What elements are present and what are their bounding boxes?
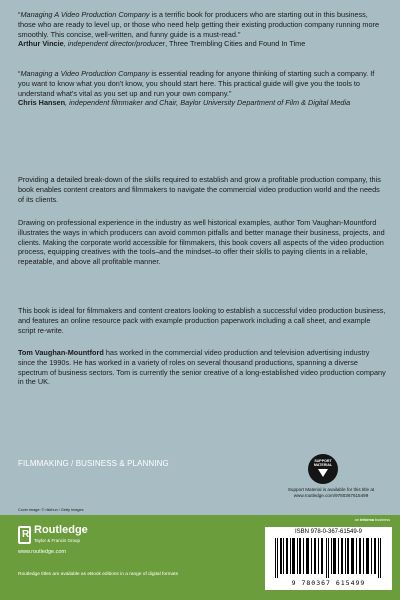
quote-2-body: is essential reading for anyone thinking of starting such a company. If you want to know what you don't know, you should start here. This practical guide will give you the tools to understand what's vital as you set up and run your own company. xyxy=(18,69,375,98)
quote-1-body: is a terrific book for producers who are starting out in this business, those who are ready to level up, or those who need help getting their existing production company running more smoothly. This concise, well-written, and funny guide is a must-read. xyxy=(18,10,380,39)
barcode-number: 9 780367 615499 xyxy=(291,579,366,587)
quote-2-author: Chris Hansen xyxy=(18,98,66,108)
author-bio-text: has worked in the commercial video production and television advertising industry since the 1990s. He has worked in a variety of roles on several thousand productions, spanning a diverse spectrum of business sectors. Tom is currently the senior creative of a long-established video production company in the UK. xyxy=(18,348,386,387)
isbn-label: ISBN 978-0-367-61549-9 xyxy=(294,529,363,535)
quote-2-text: “Managing a Video Production Company is essential reading for anyone thinking of starting such a company. If you want to know what you don't know, you should start here. This practical guide will give you the tools to understand what's vital as you set up and run your own company.” xyxy=(18,69,375,98)
routledge-logo-icon: R xyxy=(18,526,31,544)
review-quote-1 xyxy=(18,10,386,49)
quote-1-attribution: Arthur Vincie, independent director/producer, Three Trembling Cities and Found In Time xyxy=(18,39,306,49)
quote-2-role: , independent filmmaker and Chair, Baylor University Department of Film & Digital Media xyxy=(65,98,351,108)
quote-1-text: “Managing A Video Production Company is a terrific book for producers who are starting out in this business, those who are ready to level up, or those who need help getting their existing production company running more smoothly. This concise, well-written, and funny guide is a must-read.” xyxy=(18,10,380,39)
quote-1-title: Managing A Video Production Company xyxy=(20,10,150,19)
download-arrow-icon xyxy=(318,469,328,477)
ebook-note: Routledge titles are available as eBook editions in a range of digital formats xyxy=(18,572,178,577)
publisher-url[interactable]: www.routledge.com xyxy=(18,549,66,555)
blurb-paragraph-3: This book is ideal for filmmakers and content creators looking to establish a successful video production business, and features an online resource pack with example production paperwork including a call sheet, and example script re-write. xyxy=(18,306,386,335)
quote-1-work: , Three Trembling Cities xyxy=(165,39,243,49)
quote-2-title: Managing a Video Production Company xyxy=(20,69,150,78)
blurb-paragraph-1: Providing a detailed break-down of the skills required to establish and grow a profitable production company, this book enables content creators and filmmakers to navigate the commercial video production world and the needs of its clients. xyxy=(18,175,381,204)
author-bio xyxy=(18,348,386,387)
quote-2-attribution xyxy=(18,98,386,108)
support-material-note: Support Material is available for this title at www.routledge.com/9780367615499 xyxy=(287,487,375,498)
author-name: Tom Vaughan-Mountford xyxy=(18,348,104,357)
quote-1-author: Arthur Vincie xyxy=(18,39,64,49)
publisher-name: Routledge xyxy=(34,524,88,536)
quote-1-work2: Found In Time xyxy=(258,39,306,49)
quote-1-role: , independent director/producer xyxy=(63,39,166,49)
review-quote-2 xyxy=(18,69,386,108)
subject-categories: FILMMAKING / BUSINESS & PLANNING xyxy=(18,459,169,468)
support-material-label: SUPPORT MATERIAL xyxy=(313,459,333,467)
cover-image-credit: Cover image: © rikkhun / Getty Images xyxy=(18,508,84,512)
support-material-badge xyxy=(308,454,338,484)
blurb-paragraph-2: Drawing on professional experience in the industry as well historical examples, author Tom Vaughan-Mountford illustrates the ways in which producers can avoid common pitfalls and better manage their business, projects, and clients. Making the corporate world accessible for filmmakers, this book covers all aspects of the video production process, equipping creatives with the tools–and the mindset–to offer their skills to paying clients in a reliable, repeatable, and above all profitable manner. xyxy=(18,218,385,267)
informa-business-label: an informa business xyxy=(354,518,390,522)
publisher-subtitle: Taylor & Francis Group xyxy=(34,538,81,543)
isbn-barcode xyxy=(265,527,392,590)
barcode-bars xyxy=(271,538,386,578)
